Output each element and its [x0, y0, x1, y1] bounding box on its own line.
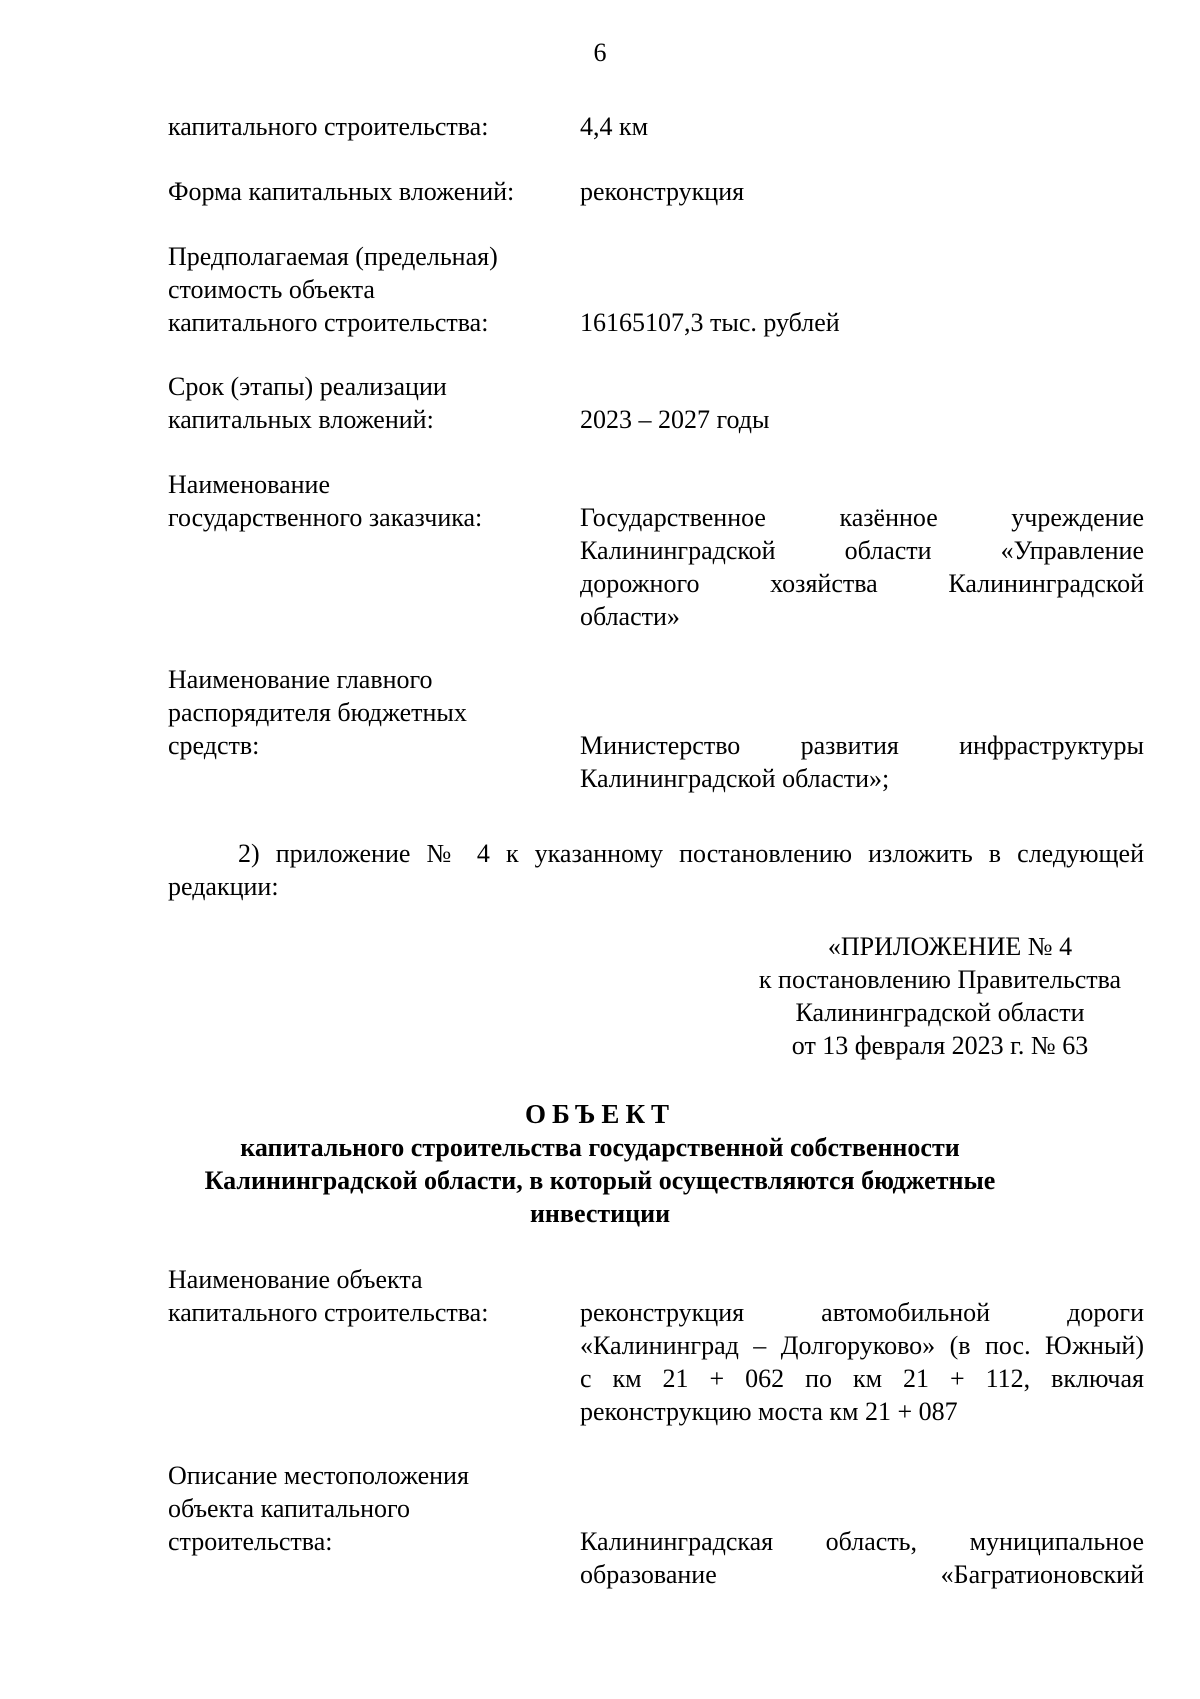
field-label — [168, 110, 568, 143]
value-line: 4,4 км — [580, 112, 649, 141]
value-line: Калининградская область, муниципальное — [580, 1527, 1144, 1556]
value-line: Министерство развития инфраструктуры — [580, 731, 1144, 760]
label-line: Наименование — [168, 470, 330, 499]
label-line: капитальных вложений: — [168, 405, 434, 434]
value-line: области» — [580, 602, 680, 631]
field-label — [168, 1459, 568, 1558]
page-number: 6 — [593, 38, 607, 67]
field-value — [580, 1525, 1144, 1591]
value-line: Калининградской области»; — [580, 764, 890, 793]
appendix-line: к постановлению Правительства — [758, 965, 1122, 994]
field-value — [580, 306, 1144, 339]
heading-line: инвестиции — [529, 1199, 671, 1228]
amendment-paragraph — [168, 837, 1144, 903]
appendix-header — [700, 930, 1180, 1062]
label-line: распорядителя бюджетных — [168, 698, 467, 727]
value-line: образование «Багратионовский — [580, 1560, 1144, 1589]
field-value — [580, 110, 1144, 143]
value-line: реконструкция — [580, 177, 745, 206]
field-label — [168, 370, 568, 436]
field-label — [168, 1263, 568, 1329]
field-value — [580, 403, 1144, 436]
value-line: с км 21 + 062 по км 21 + 112, включая — [580, 1364, 1144, 1393]
label-line: государственного заказчика: — [168, 503, 483, 532]
value-line: реконструкцию моста км 21 + 087 — [580, 1397, 958, 1426]
label-line: капитального строительства: — [168, 1298, 489, 1327]
heading-line: Калининградской области, в который осуществляются бюджетные — [204, 1166, 996, 1195]
value-line: «Калининград – Долгоруково» (в пос. Южный) — [580, 1331, 1144, 1360]
heading-title: ОБЪЕКТ — [524, 1099, 676, 1129]
label-line: Наименование объекта — [168, 1265, 423, 1294]
appendix-title: «ПРИЛОЖЕНИЕ № 4 — [827, 932, 1073, 961]
label-line: капитального строительства: — [168, 112, 489, 141]
label-line: средств: — [168, 731, 260, 760]
paragraph-line: 2) приложение № 4 к указанному постановлению изложить в следующей — [238, 839, 1144, 868]
field-value — [580, 729, 1144, 795]
value-line: дорожного хозяйства Калининградской — [580, 569, 1144, 598]
value-line: 2023 – 2027 годы — [580, 405, 770, 434]
label-line: Форма капитальных вложений: — [168, 177, 515, 206]
heading-line: капитального строительства государственной собственности — [240, 1133, 960, 1162]
label-line: Предполагаемая (предельная) — [168, 242, 498, 271]
field-label — [168, 175, 568, 208]
label-line: стоимость объекта — [168, 275, 375, 304]
label-line: Наименование главного — [168, 665, 433, 694]
value-line: 16165107,3 тыс. рублей — [580, 308, 840, 337]
value-line: Государственное казённое учреждение — [580, 503, 1144, 532]
field-label — [168, 468, 568, 534]
label-line: объекта капитального — [168, 1494, 411, 1523]
label-line: Описание местоположения — [168, 1461, 469, 1490]
value-line: реконструкция автомобильной дороги — [580, 1298, 1144, 1327]
appendix-line: от 13 февраля 2023 г. № 63 — [791, 1031, 1089, 1060]
field-value — [580, 1296, 1144, 1428]
field-value — [580, 501, 1144, 633]
section-heading — [0, 1098, 1200, 1230]
label-line: строительства: — [168, 1527, 333, 1556]
appendix-line: Калининградской области — [795, 998, 1085, 1027]
field-label — [168, 240, 568, 339]
label-line: капитального строительства: — [168, 308, 489, 337]
label-line: Срок (этапы) реализации — [168, 372, 447, 401]
value-line: Калининградской области «Управление — [580, 536, 1144, 565]
field-label — [168, 663, 568, 762]
paragraph-line: редакции: — [168, 872, 279, 901]
field-value — [580, 175, 1144, 208]
